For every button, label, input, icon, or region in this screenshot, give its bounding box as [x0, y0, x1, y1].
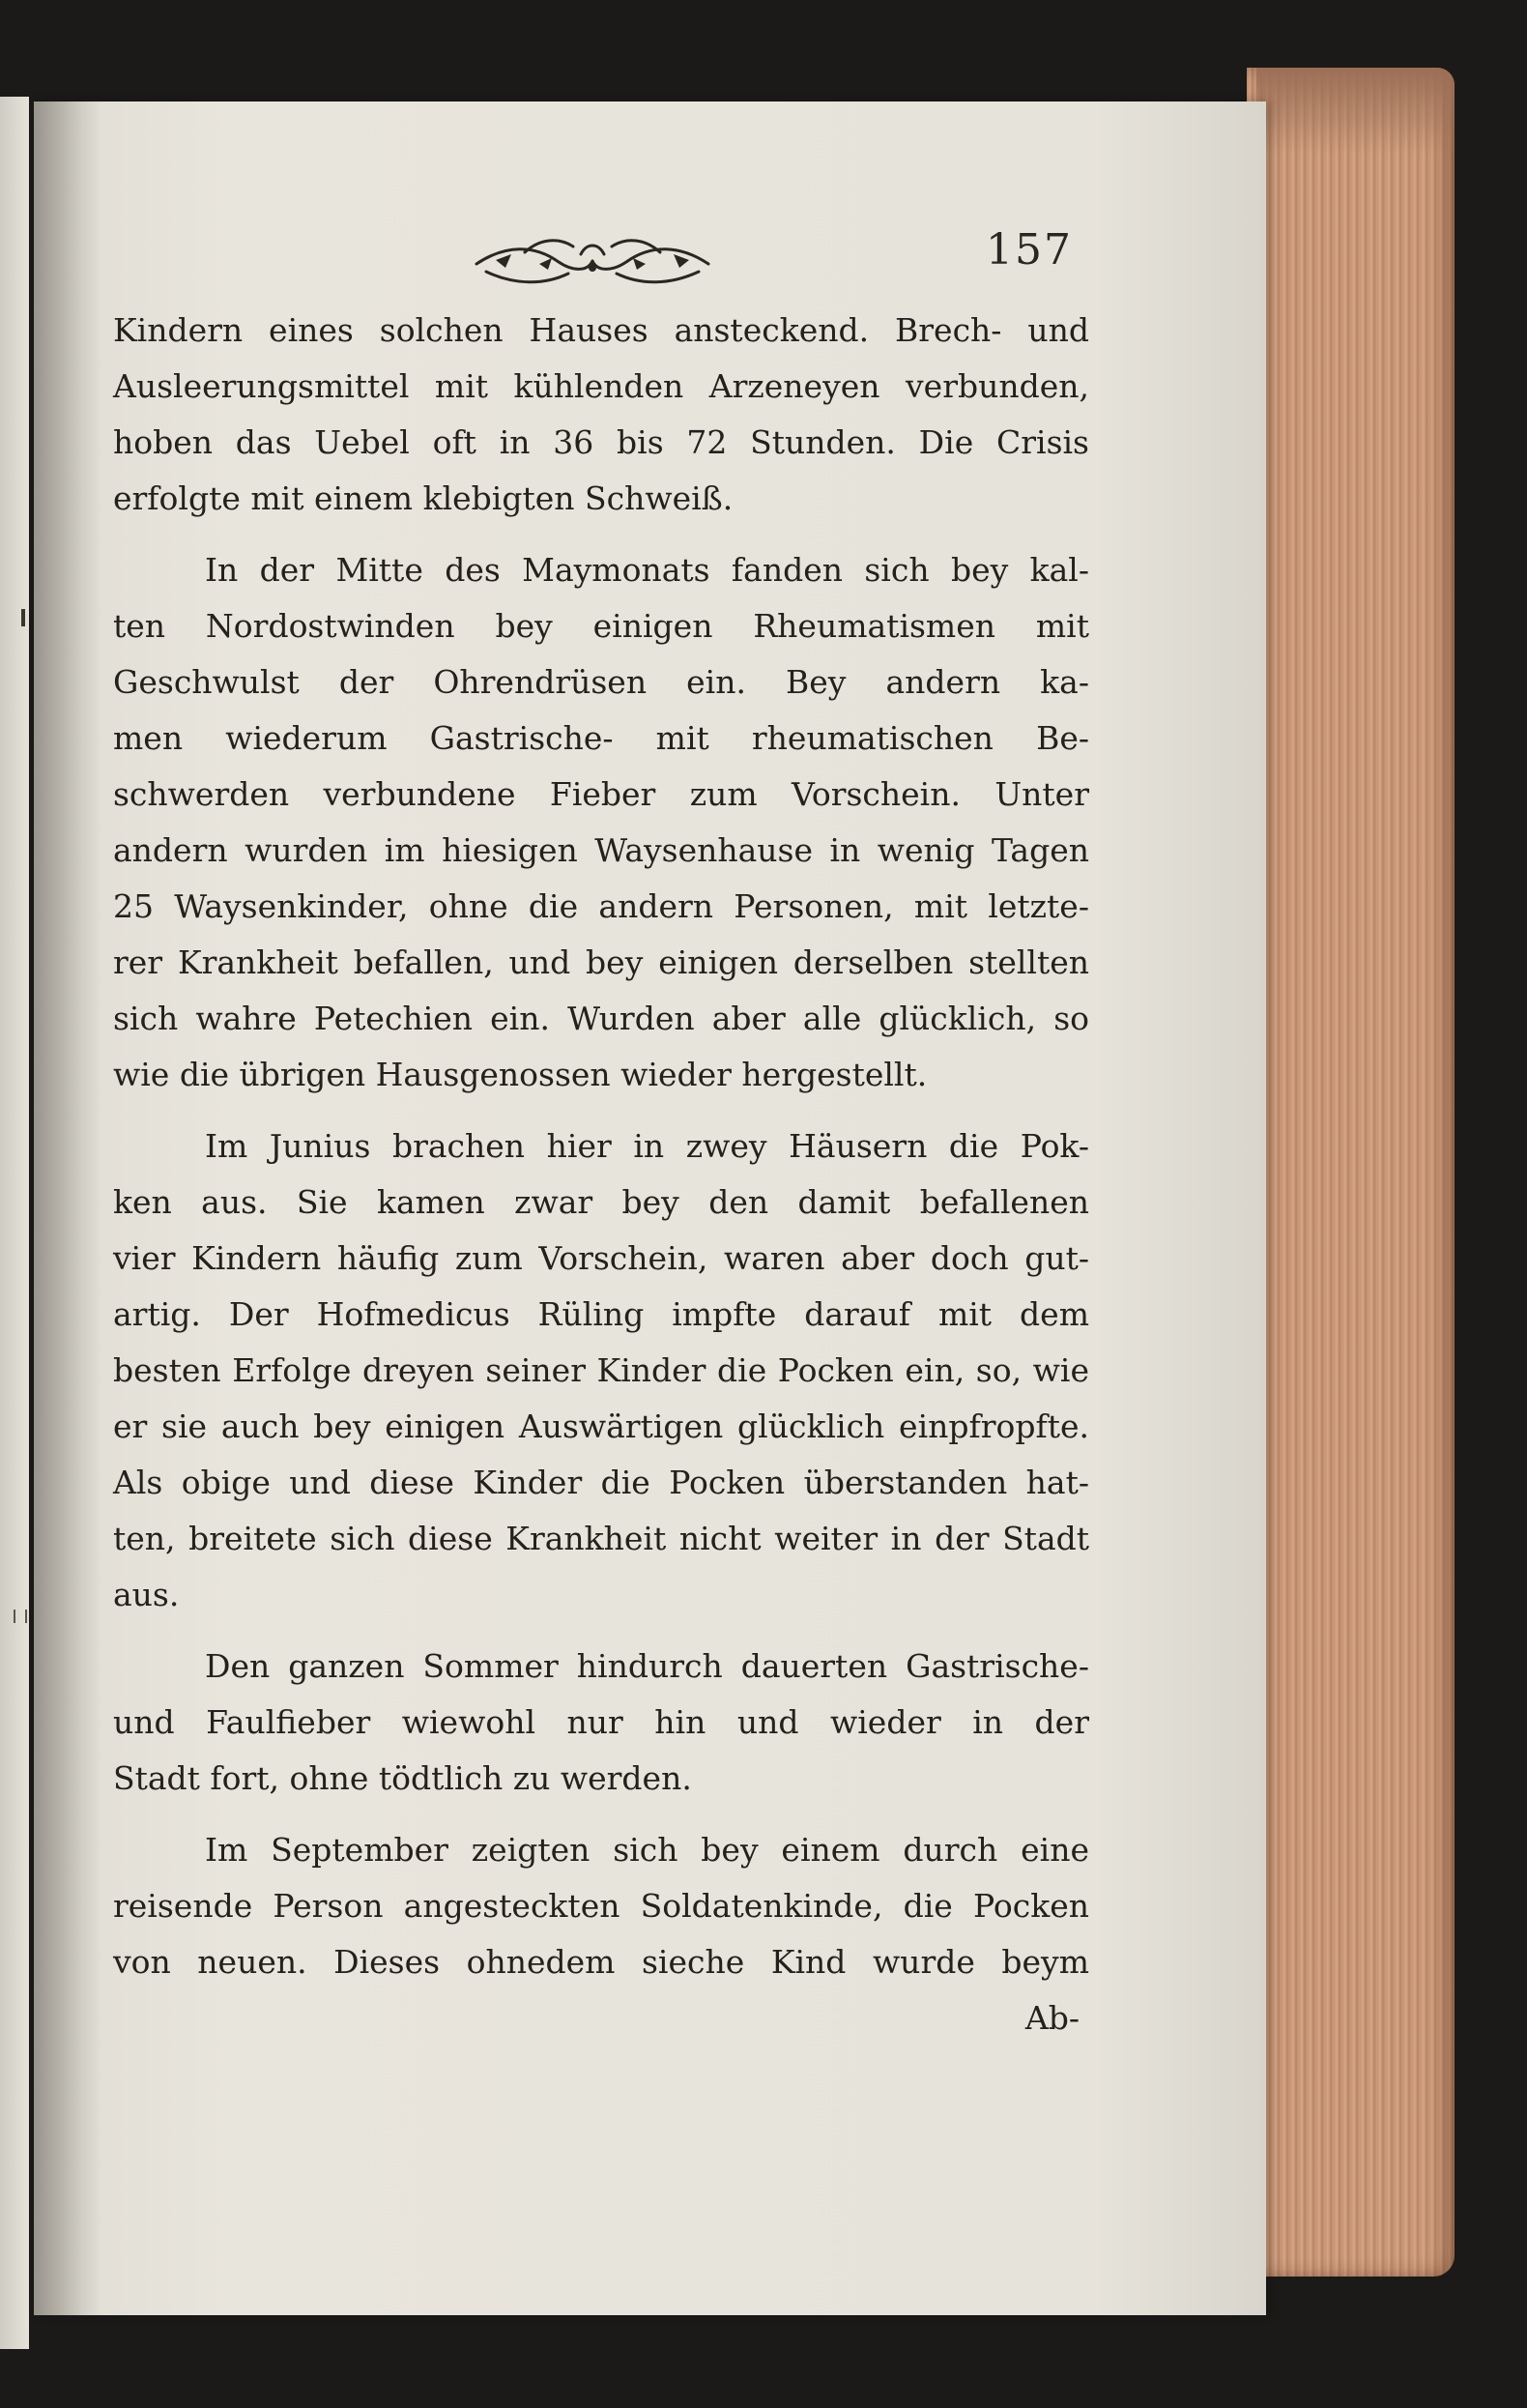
- text-line: reisende Person angesteckten Soldatenkinde, die Pocken: [113, 1887, 1089, 1925]
- page-block-edges: [1247, 68, 1455, 2277]
- text-line: ten Nordostwinden bey einigen Rheumatismen mit: [113, 607, 1089, 645]
- text-line: hoben das Uebel oft in 36 bis 72 Stunden. Die Crisis: [113, 423, 1089, 461]
- body-text: [113, 303, 1089, 2046]
- text-line: besten Erfolge dreyen seiner Kinder die Pocken ein, so, wie: [113, 1351, 1089, 1389]
- text-line: er sie auch bey einigen Auswärtigen glücklich einpfropfte.: [113, 1407, 1089, 1445]
- gutter-shadow: [34, 102, 101, 2315]
- text-line: 25 Waysenkinder, ohne die andern Personen, mit letzte-: [113, 887, 1089, 925]
- text-line: Geschwulst der Ohrendrüsen ein. Bey andern ka-: [113, 663, 1089, 701]
- catchword: Ab-: [1024, 1999, 1080, 2037]
- book-page: [34, 102, 1266, 2315]
- text-line: von neuen. Dieses ohnedem sieche Kind wurde beym: [113, 1943, 1089, 1981]
- text-line: sich wahre Petechien ein. Wurden aber alle glücklich, so: [113, 1000, 1089, 1037]
- text-line: andern wurden im hiesigen Waysenhause in wenig Tagen: [113, 831, 1089, 869]
- text-line: ten, breitete sich diese Krankheit nicht weiter in der Stadt: [113, 1520, 1089, 1557]
- text-line: ken aus. Sie kamen zwar bey den damit befallenen: [113, 1183, 1089, 1221]
- text-line: und Faulfieber wiewohl nur hin und wieder in der: [113, 1703, 1089, 1741]
- margin-mark: [21, 609, 25, 626]
- text-line: aus.: [113, 1576, 180, 1613]
- text-line: schwerden verbundene Fieber zum Vorschein. Unter: [113, 775, 1089, 813]
- text-line: artig. Der Hofmedicus Rüling impfte darauf mit dem: [113, 1295, 1089, 1333]
- text-line: Im Junius brachen hier in zwey Häusern die Pok-: [205, 1127, 1089, 1165]
- page-block-top-shadow: [1256, 68, 1455, 155]
- text-line: Als obige und diese Kinder die Pocken überstanden hat-: [113, 1464, 1089, 1501]
- left-page-edge: [0, 97, 29, 2349]
- text-line: men wiederum Gastrische- mit rheumatischen Be-: [113, 719, 1089, 757]
- text-line: Im September zeigten sich bey einem durch eine: [205, 1831, 1089, 1869]
- headpiece-ornament-icon: [467, 225, 718, 297]
- text-line: Den ganzen Sommer hindurch dauerten Gastrische-: [205, 1647, 1089, 1685]
- page-number: 157: [986, 225, 1073, 275]
- text-line: Kindern eines solchen Hauses ansteckend. Brech- und: [113, 311, 1089, 349]
- text-line: wie die übrigen Hausgenossen wieder hergestellt.: [113, 1056, 928, 1093]
- text-line: erfolgte mit einem klebigten Schweiß.: [113, 479, 734, 517]
- text-line: In der Mitte des Maymonats fanden sich bey kal-: [205, 551, 1089, 589]
- text-line: rer Krankheit befallen, und bey einigen derselben stellten: [113, 943, 1089, 981]
- text-line: Stadt fort, ohne tödtlich zu werden.: [113, 1759, 692, 1797]
- text-line: vier Kindern häufig zum Vorschein, waren aber doch gut-: [113, 1239, 1089, 1277]
- margin-mark: [14, 1610, 27, 1623]
- text-line: Ausleerungsmittel mit kühlenden Arzeneyen verbunden,: [113, 367, 1089, 405]
